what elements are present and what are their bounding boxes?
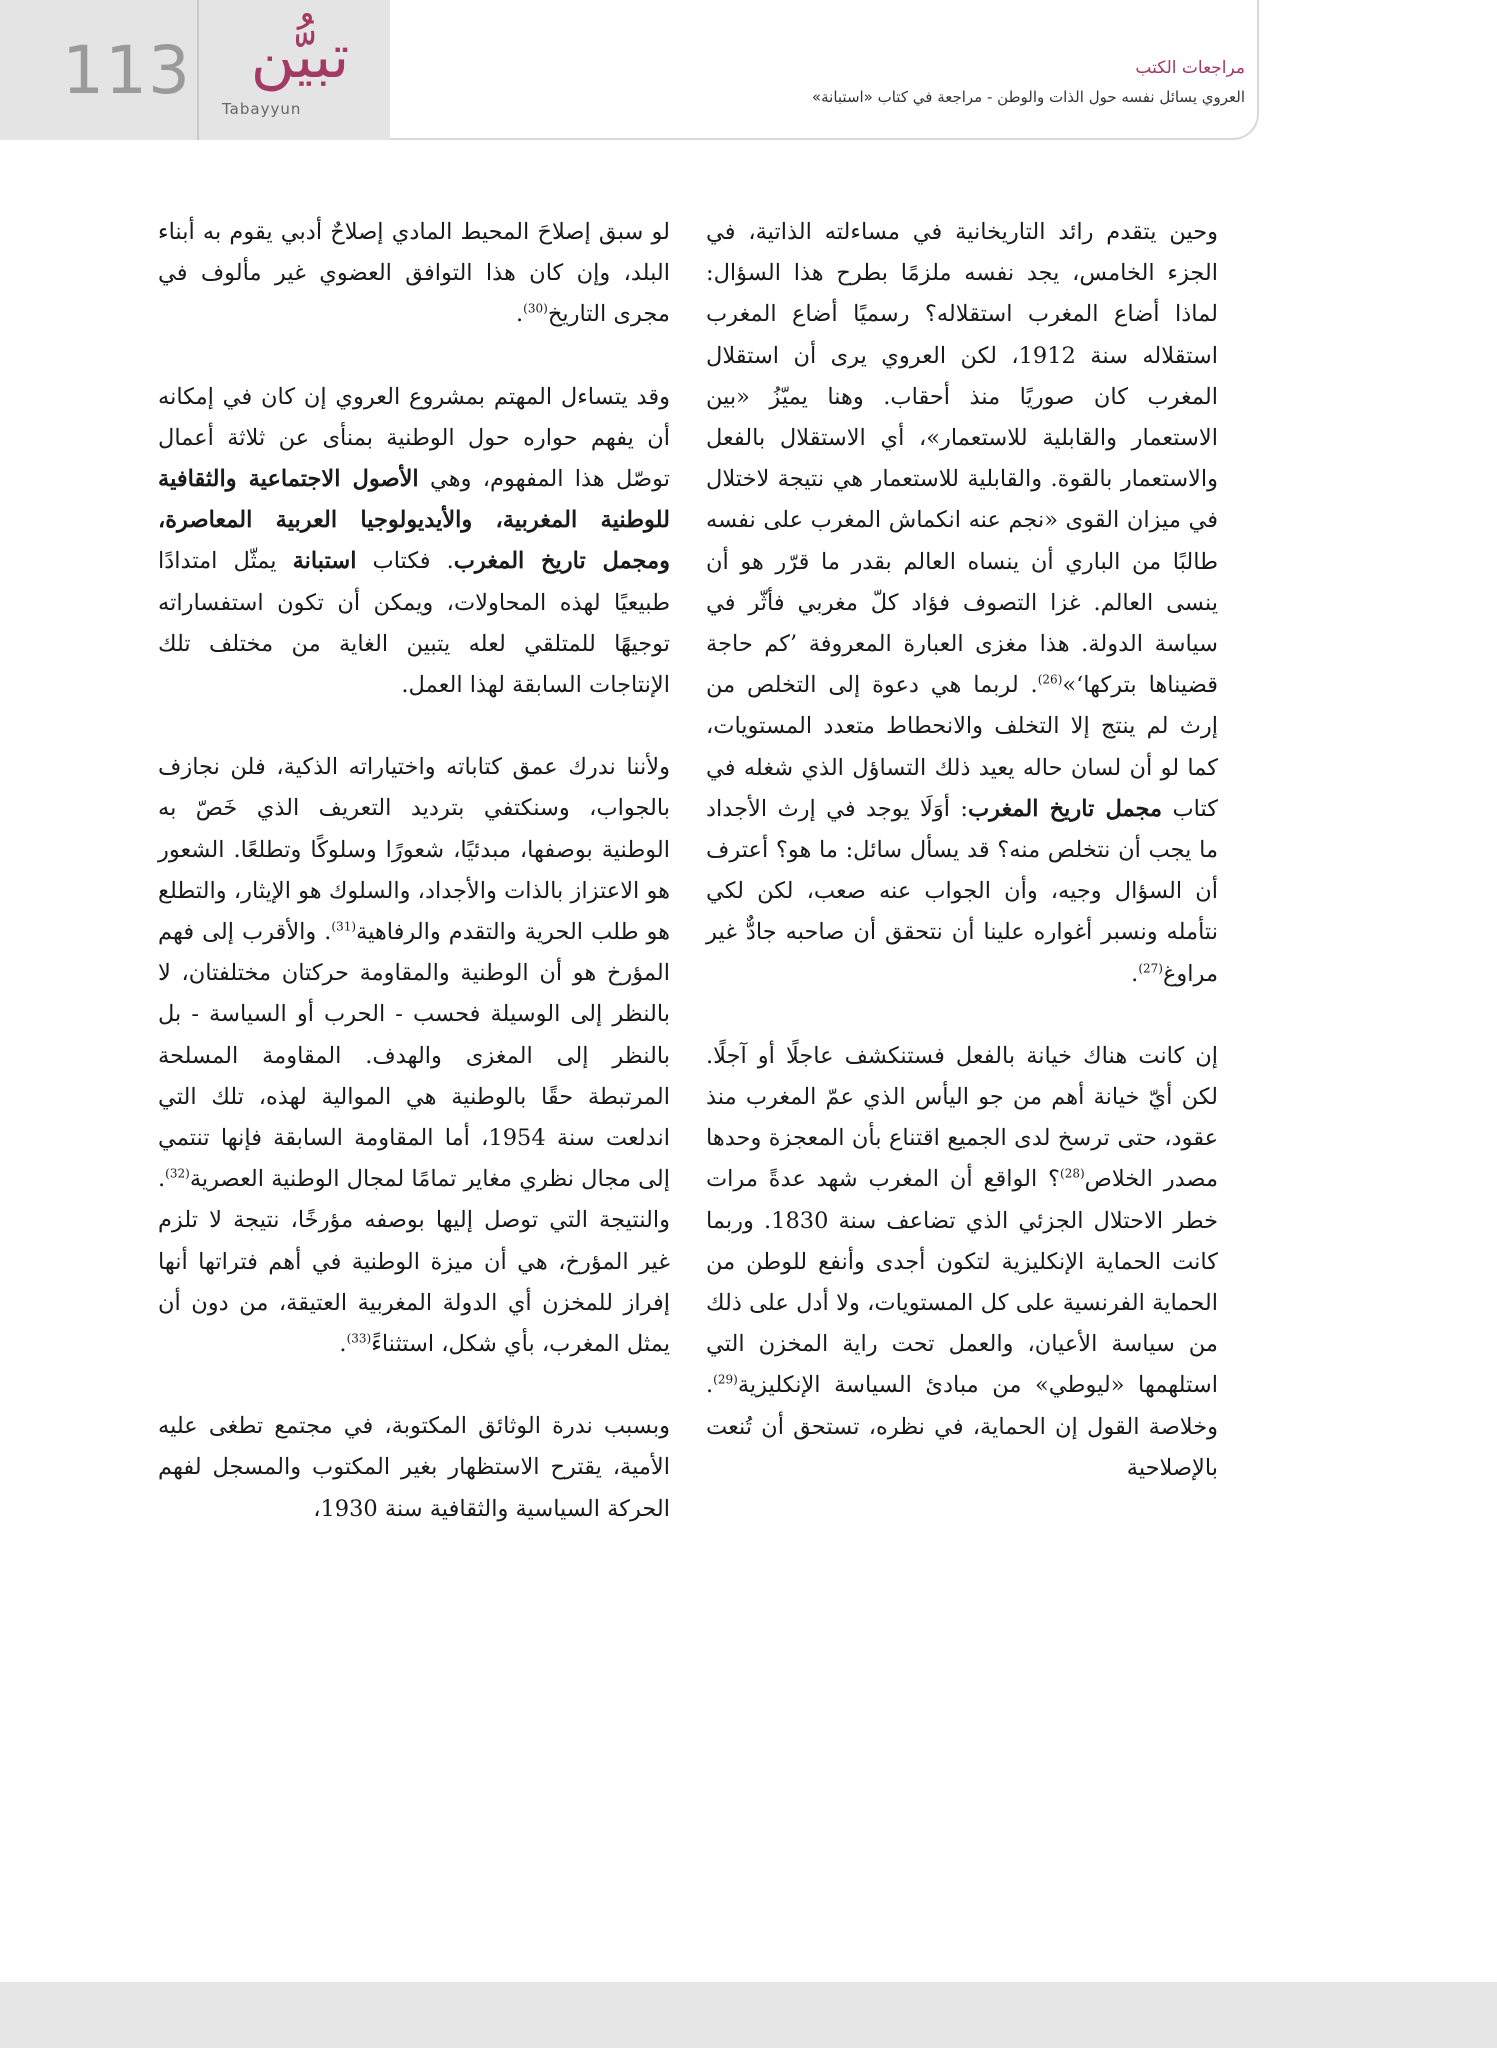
paragraph: ولأننا ندرك عمق كتاباته واختياراته الذكية، فلن نجازف بالجواب، وسنكتفي بترديد التعريف الذي خَصّ به الوطنية بوصفها، مبدئيًا، شعورًا وسلوكًا وتطلعًا. الشعور هو الاعتزاز بالذات والأجداد، والسلوك هو الإيثار، والتطلع هو طلب الحرية والتقدم والرفاهية$^{(31)}$. والأقرب إلى فهم المؤرخ هو أن الوطنية والمقاومة حركتان مختلفتان، لا بالنظر إلى الوسيلة فحسب - الحرب أو السياسة - بل بالنظر إلى المغزى والهدف. المقاومة المسلحة المرتبطة حقًا بالوطنية هي الموالية لهذه، تلك التي اندلعت سنة 1954، أما المقاومة السابقة فإنها تنتمي إلى مجال نظري مغاير تمامًا لمجال الوطنية العصرية$^{(32)}$. والنتيجة التي توصل إليها بوصفه مؤرخًا، نتيجة لا تلزم غير المؤرخ، هي أن ميزة الوطنية في أهم فتراتها أنها إفراز للمخزن أي الدولة المغربية العتيقة، من دون أن يمثل المغرب، بأي شكل، استثناءً$^{(33)}$.	[158, 754, 670, 1358]
paragraph: وبسبب ندرة الوثائق المكتوبة، في مجتمع تطغى عليه الأمية، يقترح الاستظهار بغير المكتوب والمسجل لفهم الحركة السياسية والثقافية سنة 1930،	[158, 1413, 670, 1522]
journal-logo-latin: Tabayyun	[222, 100, 302, 118]
paragraph: لو سبق إصلاحَ المحيط المادي إصلاحٌ أدبي يقوم به أبناء البلد، وإن كان هذا التوافق العضوي غير مألوف في مجرى التاريخ$^{(30)}$.	[158, 219, 670, 328]
footnote-ref: (26)	[1037, 672, 1063, 687]
book-titles: الأصول الاجتماعية والثقافية للوطنية المغربية، والأيديولوجيا العربية المعاصرة، ومجمل تاريخ المغرب	[158, 466, 670, 575]
left-column	[158, 212, 670, 1571]
journal-logo: تبيُّن	[250, 22, 350, 92]
page-header	[0, 0, 1497, 140]
footnote-ref: (30)	[523, 301, 548, 316]
running-article-title: العروي يسائل نفسه حول الذات والوطن - مراجعة في كتاب «استبانة»	[811, 88, 1245, 106]
paragraph: وقد يتساءل المهتم بمشروع العروي إن كان في إمكانه أن يفهم حواره حول الوطنية بمنأى عن ثلاثة أعمال توصّل هذا المفهوم، وهي الأصول الاجتماعية والثقافية للوطنية المغربية، والأيديولوجيا العربية المعاصرة، ومجمل تاريخ المغرب. فكتاب استبانة يمثّل امتدادًا طبيعيًا لهذه المحاولات، ويمكن أن تكون استفساراته توجيهًا للمتلقي لعله يتبين الغاية من مختلف تلك الإنتاجات السابقة لهذا العمل.	[158, 383, 671, 699]
book-title: استبانة	[292, 548, 357, 575]
footnote-ref: (32)	[165, 1166, 190, 1181]
paragraph: إن كانت هناك خيانة بالفعل فستنكشف عاجلًا أو آجلًا. لكن أيّ خيانة أهم من جو اليأس الذي عمّ المغرب منذ عقود، حتى ترسخ لدى الجميع اقتناع بأن المعجزة وحدها مصدر الخلاص$^{(28)}$؟ الواقع أن المغرب شهد عدةً مرات خطر الاحتلال الجزئي الذي تضاعف سنة 1830. وربما كانت الحماية الإنكليزية لتكون أجدى وأنفع للوطن من الحماية الفرنسية على كل المستويات، ولا أدل على ذلك من سياسة الأعيان، والعمل تحت راية المخزن التي استلهمها «ليوطي» من مبادئ السياسة الإنكليزية$^{(29)}$. وخلاصة القول إن الحماية، في نظره، تستحق أن تُنعت بالإصلاحية	[706, 1042, 1218, 1481]
page-footer-band	[0, 1982, 1497, 2048]
right-column	[706, 212, 1218, 1530]
footnote-ref: (31)	[331, 919, 357, 934]
footnote-ref: (27)	[1138, 961, 1163, 976]
book-title: مجمل تاريخ المغرب	[967, 795, 1163, 822]
footnote-ref: (29)	[713, 1372, 738, 1387]
page-number: 113	[62, 32, 191, 109]
header-divider	[197, 0, 199, 140]
footnote-ref: (33)	[346, 1331, 372, 1346]
paragraph: وحين يتقدم رائد التاريخانية في مساءلته الذاتية، في الجزء الخامس، يجد نفسه ملزمًا بطرح هذا السؤال: لماذا أضاع المغرب استقلاله؟ رسميًا أضاع المغرب استقلاله سنة 1912، لكن العروي يرى أن استقلال المغرب كان صوريًا منذ أحقاب. وهنا يميّزُ «بين الاستعمار والقابلية للاستعمار»، أي الاستقلال بالفعل والاستعمار بالقوة. والقابلية للاستعمار هي نتيجة لاختلال في ميزان القوى «نجم عنه انكماش المغرب على نفسه طالبًا من الباري أن ينساه العالم بقدر ما قرّر هو أن ينسى العالم. غزا التصوف فؤاد كلّ مغربي فأثّر في سياسة الدولة. هذا مغزى العبارة المعروفة ’كم حاجة قضيناها بتركها‘»$^{(26)}$. لربما هي دعوة إلى التخلص من إرث لم ينتج إلا التخلف والانحطاط متعدد المستويات، كما لو أن لسان حاله يعيد ذلك التساؤل الذي شغله في كتاب مجمل تاريخ المغرب: أوَلَا يوجد في إرث الأجداد ما يجب أن نتخلص منه؟ قد يسأل سائل: ما هو؟ أعترف أن السؤال وجيه، وأن الجواب عنه صعب، لكن لكي نتأمله ونسبر أغواره علينا أن نتحقق أن صاحبه جادٌّ غير مراوغ$^{(27)}$.	[706, 219, 1219, 987]
footnote-ref: (28)	[1060, 1166, 1085, 1181]
section-title: مراجعات الكتب	[1135, 58, 1245, 78]
